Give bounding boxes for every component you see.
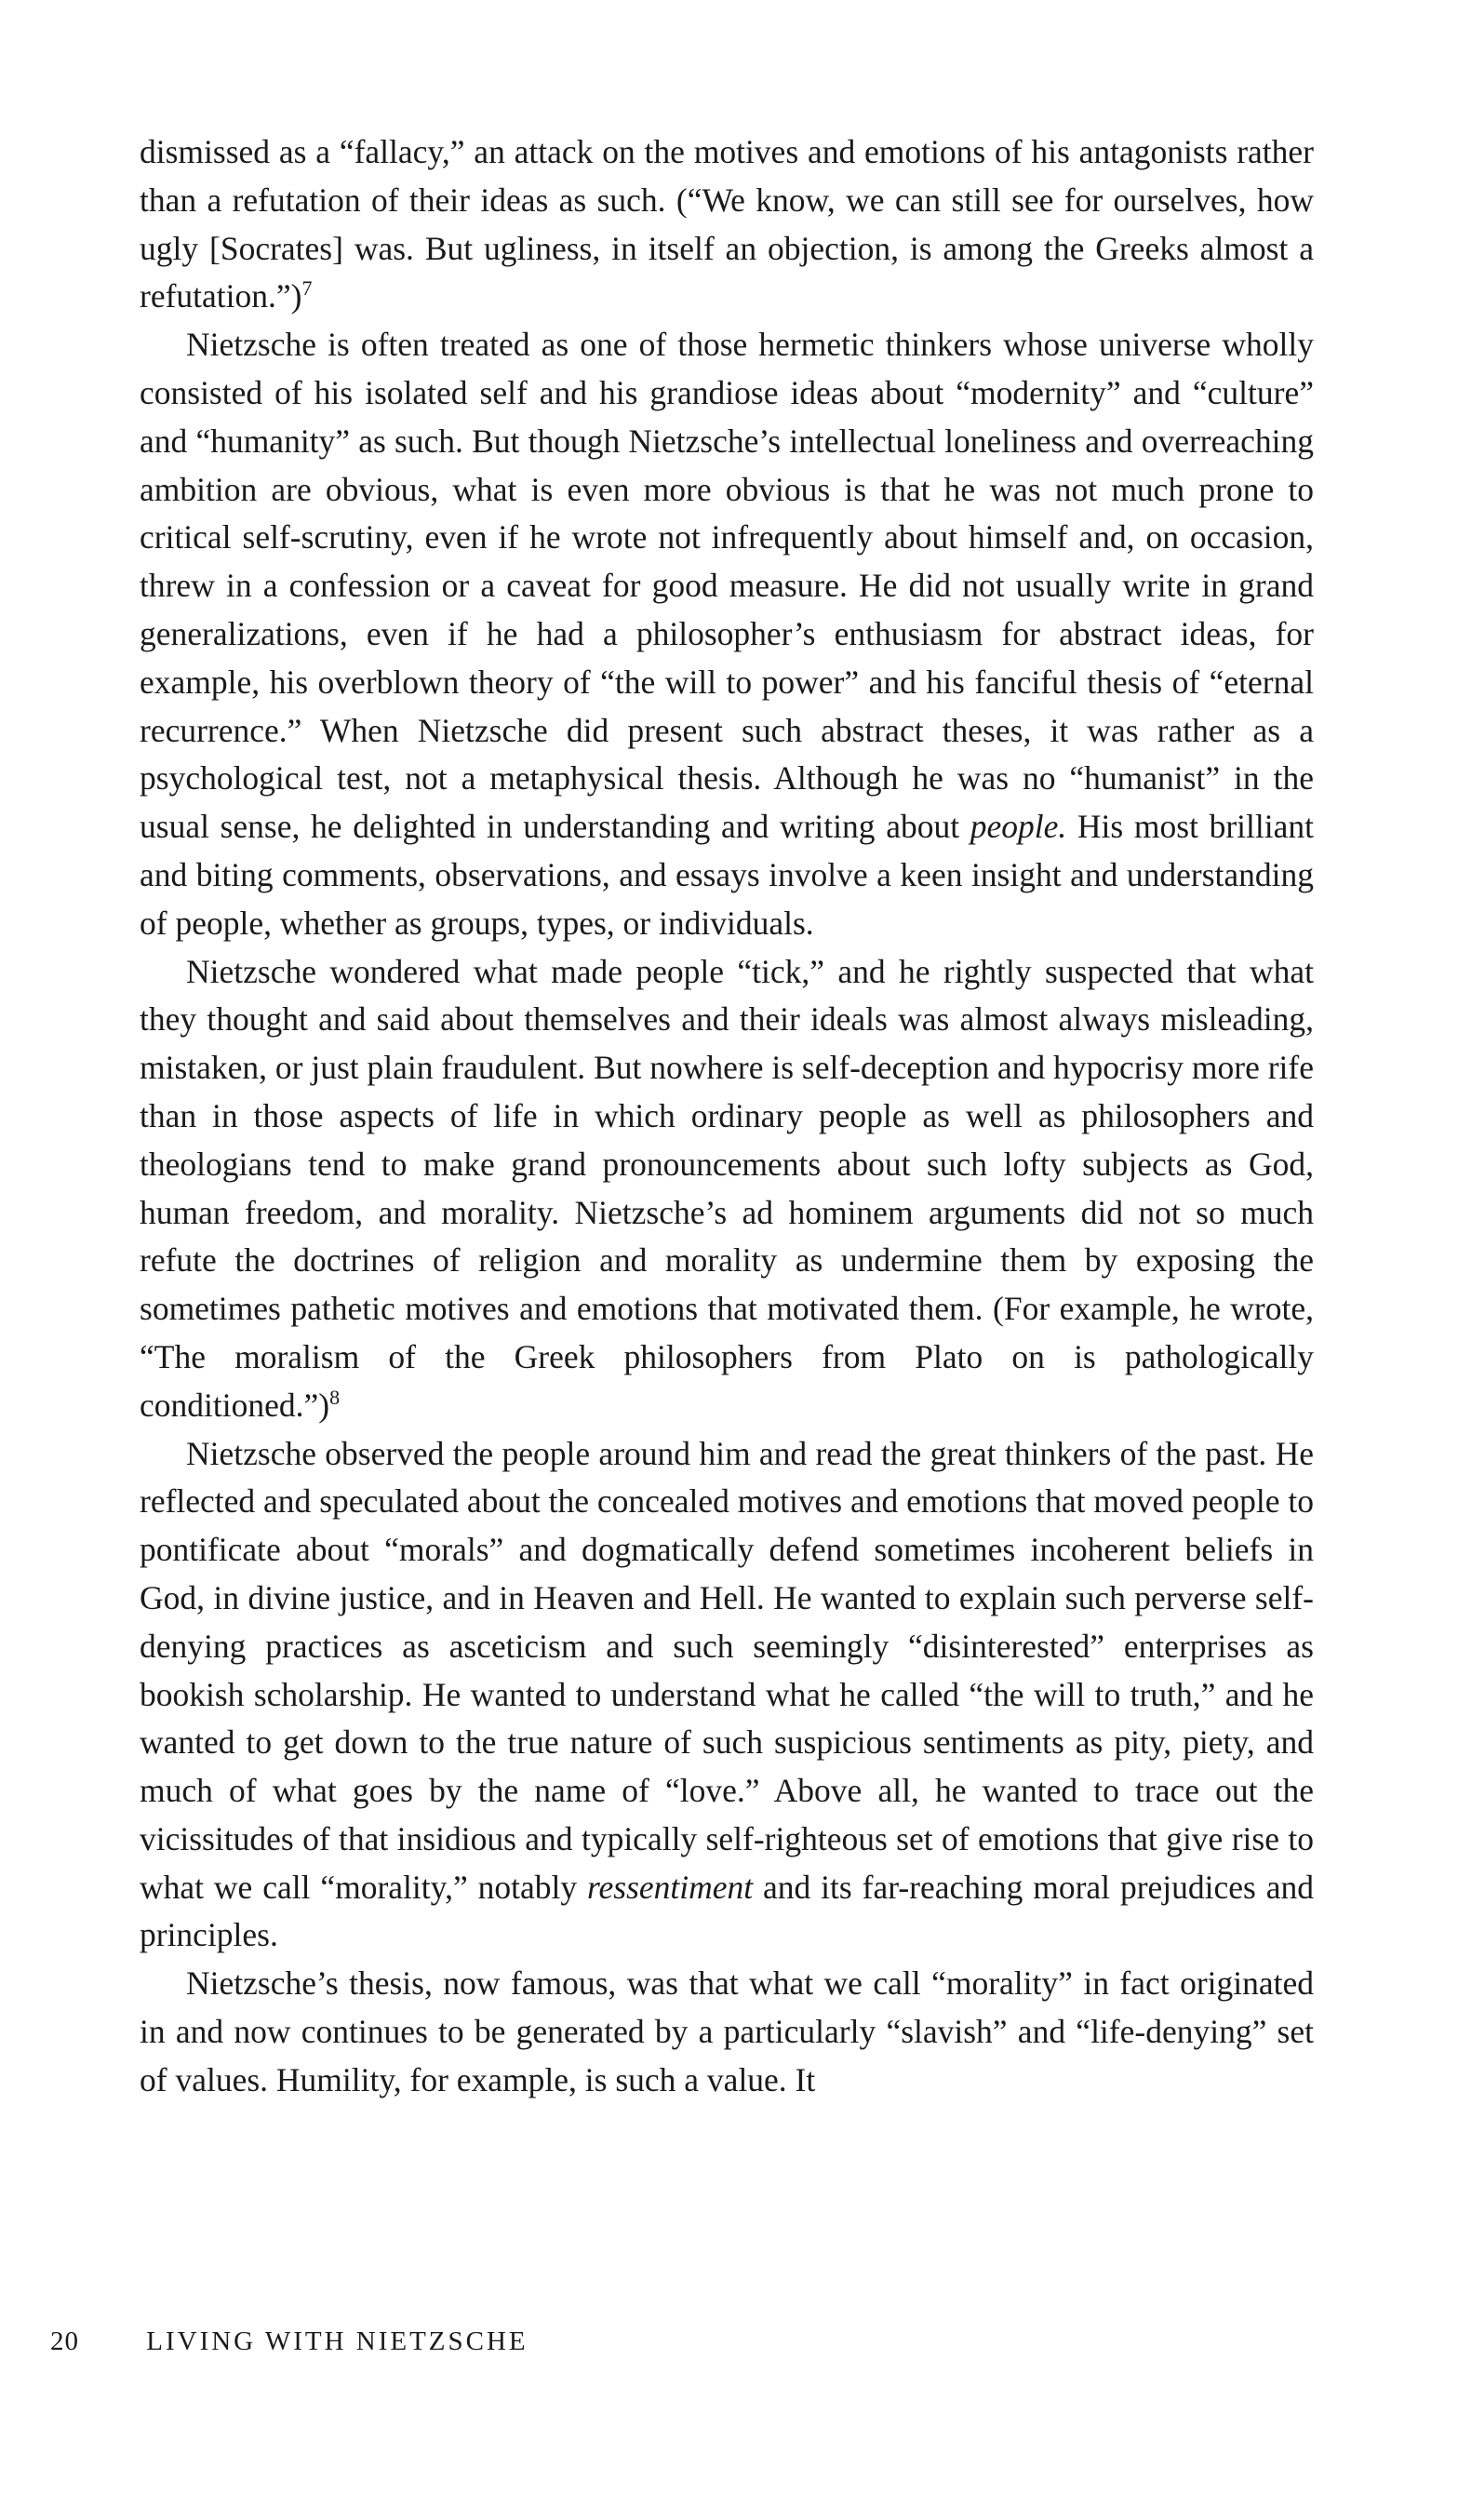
paragraph [140,321,1314,947]
body-text [140,128,1314,2105]
paragraph [140,948,1314,1430]
text-run: dismissed as a “fallacy,” an attack on the motives and emotions of his antagonists rather than a refutation of their ideas as such. (“We know, we can still see for ourselves, how ugly [Socrates] was. But ugliness, in itself an objection, is among the Greeks almost a refutation.”) [140,133,1314,315]
page-footer [50,2323,795,2360]
footnote-marker: 8 [329,1385,341,1409]
paragraph [140,1960,1314,2104]
text-run: and its far-reaching moral prejudices and principles. [140,1868,1314,1954]
text-run: His most brilliant and biting comments, observations, and essays involve a keen insight and understanding of people, whether as groups, types, or individuals. [140,808,1315,942]
italic-text: people. [970,808,1067,846]
paragraph [140,128,1314,321]
text-run: Nietzsche wondered what made people “tick,” and he rightly suspected that what they thought and said about themselves and their ideals was almost always misleading, mistaken, or just plain fraudulent. But nowhere is self-deception and hypocrisy more rife than in those aspects of life in which ordinary people as well as philosophers and theologians tend to make grand pronouncements about such lofty subjects as God, human freedom, and morality. Nietzsche’s ad hominem arguments did not so much refute the doctrines of religion and morality as undermine them by exposing the sometimes pathetic motives and emotions that motivated them. (For example, he wrote, “The moralism of the Greek philosophers from Plato on is pathologically conditioned.”) [140,952,1314,1424]
text-run: Nietzsche’s thesis, now famous, was that what we call “morality” in fact originated in and now continues to be generated by a particularly “slavish” and “life-denying” set of values. Humility, for example, is such a value. It [140,1964,1314,2098]
text-run: Nietzsche observed the people around him and read the great thinkers of the past. He reflected and speculated about the concealed motives and emotions that moved people to pontificate about “morals” and dogmatically defend sometimes incoherent beliefs in God, in divine justice, and in Heaven and Hell. He wanted to explain such perverse self-denying practices as asceticism and such seemingly “disinterested” enterprises as bookish scholarship. He wanted to understand what he called “the will to truth,” and he wanted to get down to the true nature of such suspicious sentiments as pity, piety, and much of what goes by the name of “love.” Above all, he wanted to trace out the vicissitudes of that insidious and typically self-righteous set of emotions that give rise to what we call “morality,” notably [140,1434,1314,1906]
text-run: Nietzsche is often treated as one of those hermetic thinkers whose universe wholly consisted of his isolated self and his grandiose ideas about “modernity” and “culture” and “humanity” as such. But though Nietzsche’s intellectual loneliness and overreaching ambition are obvious, what is even more obvious is that he was not much prone to critical self-scrutiny, even if he wrote not infrequently about himself and, on occasion, threw in a confession or a caveat for good measure. He did not usually write in grand generalizations, even if he had a philosopher’s enthusiasm for abstract ideas, for example, his overblown theory of “the will to power” and his fanciful thesis of “eternal recurrence.” When Nietzsche did present such abstract theses, it was rather as a psychological test, not a metaphysical thesis. Although he was no “humanist” in the usual sense, he delighted in understanding and writing about [140,326,1314,846]
italic-text: ressentiment [587,1868,754,1906]
footnote-marker: 7 [301,276,313,301]
paragraph [140,1430,1314,1961]
page-number: 20 [50,2326,79,2356]
running-head: LIVING WITH NIETZSCHE [146,2326,528,2356]
